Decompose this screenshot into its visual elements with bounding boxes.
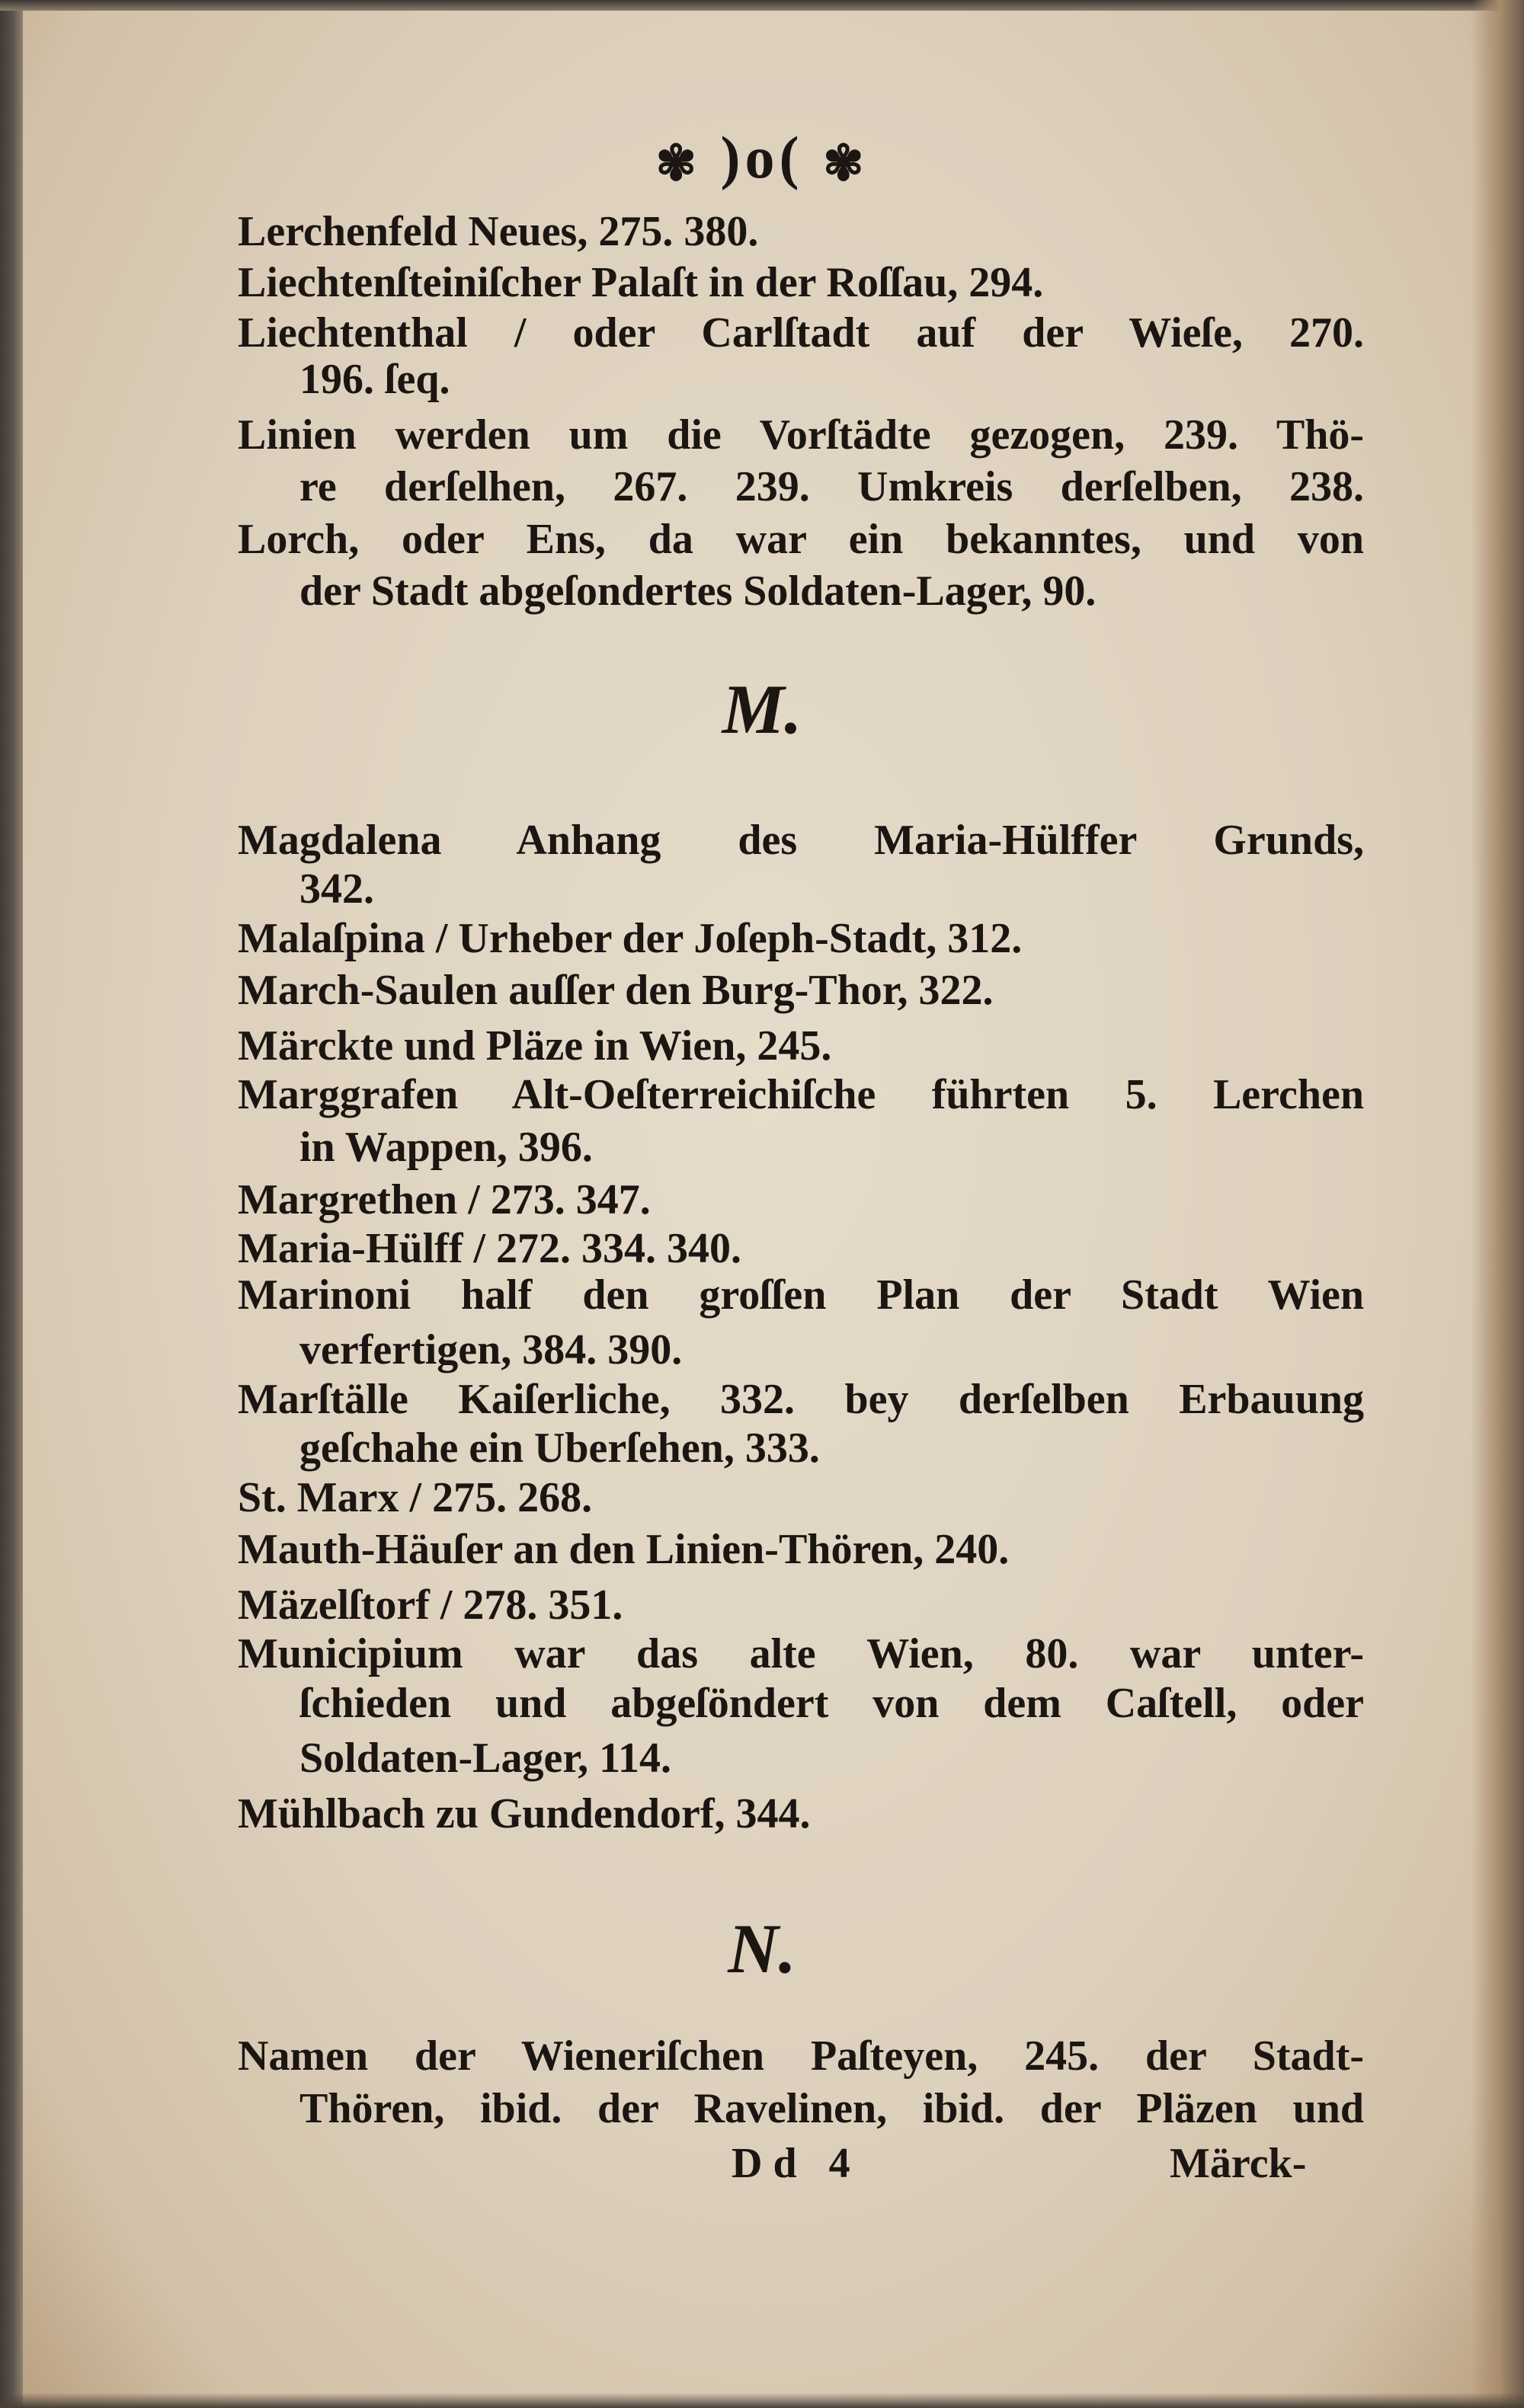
index-entry-continuation: Soldaten-Lager, 114.: [299, 1735, 671, 1782]
index-entry: Magdalena Anhang des Maria-Hülffer Grunds,: [238, 817, 1364, 864]
index-entry: Lorch, oder Ens, da war ein bekanntes, und von: [238, 516, 1364, 563]
header-text: )o(: [720, 124, 804, 190]
index-entry-continuation: 196. ſeq.: [299, 356, 450, 403]
index-entry-continuation: re derſelhen, 267. 239. Umkreis derſelben, 238.: [299, 463, 1364, 510]
index-entry-continuation: der Stadt abgeſondertes Soldaten-Lager, 90.: [299, 568, 1097, 615]
flower-ornament-icon: ✾: [655, 136, 702, 191]
index-entry: Marggrafen Alt-Oeſterreichiſche führten 5. Lerchen: [238, 1071, 1364, 1118]
section-letter-heading: N.: [728, 1910, 796, 1987]
index-entry: Lerchenfeld Neues, 275. 380.: [238, 208, 759, 255]
page-top-edge: [0, 0, 1524, 11]
index-entry: Mäzelſtorf / 278. 351.: [238, 1581, 623, 1629]
index-entry: Mühlbach zu Gundendorf, 344.: [238, 1790, 811, 1837]
index-entry: Märckte und Pläze in Wien, 245.: [238, 1022, 832, 1070]
index-entry-continuation: verfertigen, 384. 390.: [299, 1326, 683, 1373]
index-entry: St. Marx / 275. 268.: [238, 1474, 593, 1521]
index-entry: Linien werden um die Vorſtädte gezogen, 239. Thö-: [238, 411, 1364, 459]
index-entry: Malaſpina / Urheber der Joſeph-Stadt, 312.: [238, 915, 1023, 962]
index-entry-continuation: 342.: [299, 865, 374, 913]
catchword: Märck-: [1170, 2140, 1307, 2187]
page-right-edge: [1471, 0, 1524, 2408]
page-header-ornament: [0, 123, 1524, 192]
index-entry-continuation: geſchahe ein Uberſehen, 333.: [299, 1425, 820, 1472]
signature-mark: Dd 4: [732, 2140, 861, 2187]
index-entry: Liechtenſteiniſcher Palaſt in der Roſſau, 294.: [238, 259, 1044, 306]
flower-ornament-icon: ✾: [822, 136, 869, 191]
index-entry: Liechtenthal / oder Carlſtadt auf der Wieſe, 270.: [238, 309, 1364, 357]
index-entry-continuation: Thören, ibid. der Ravelinen, ibid. der Pläzen und: [299, 2085, 1364, 2132]
index-entry-continuation: in Wappen, 396.: [299, 1124, 593, 1171]
page-bottom-edge: [0, 2393, 1524, 2408]
index-entry: Namen der Wieneriſchen Paſteyen, 245. der Stadt-: [238, 2032, 1364, 2080]
index-entry: Mauth-Häuſer an den Linien-Thören, 240.: [238, 1526, 1010, 1573]
book-binding-edge: [0, 0, 23, 2408]
index-entry-continuation: ſchieden und abgeſöndert von dem Caſtell, oder: [299, 1680, 1364, 1727]
index-entry: Margrethen / 273. 347.: [238, 1176, 651, 1223]
index-entry: March-Saulen auſſer den Burg-Thor, 322.: [238, 967, 994, 1014]
index-entry: Marinoni half den groſſen Plan der Stadt Wien: [238, 1271, 1364, 1319]
index-entry: Marſtälle Kaiſerliche, 332. bey derſelben Erbauung: [238, 1376, 1364, 1423]
index-entry: Municipium war das alte Wien, 80. war unter-: [238, 1630, 1364, 1677]
section-letter-heading: M.: [722, 670, 802, 748]
index-entry: Maria-Hülff / 272. 334. 340.: [238, 1225, 742, 1272]
